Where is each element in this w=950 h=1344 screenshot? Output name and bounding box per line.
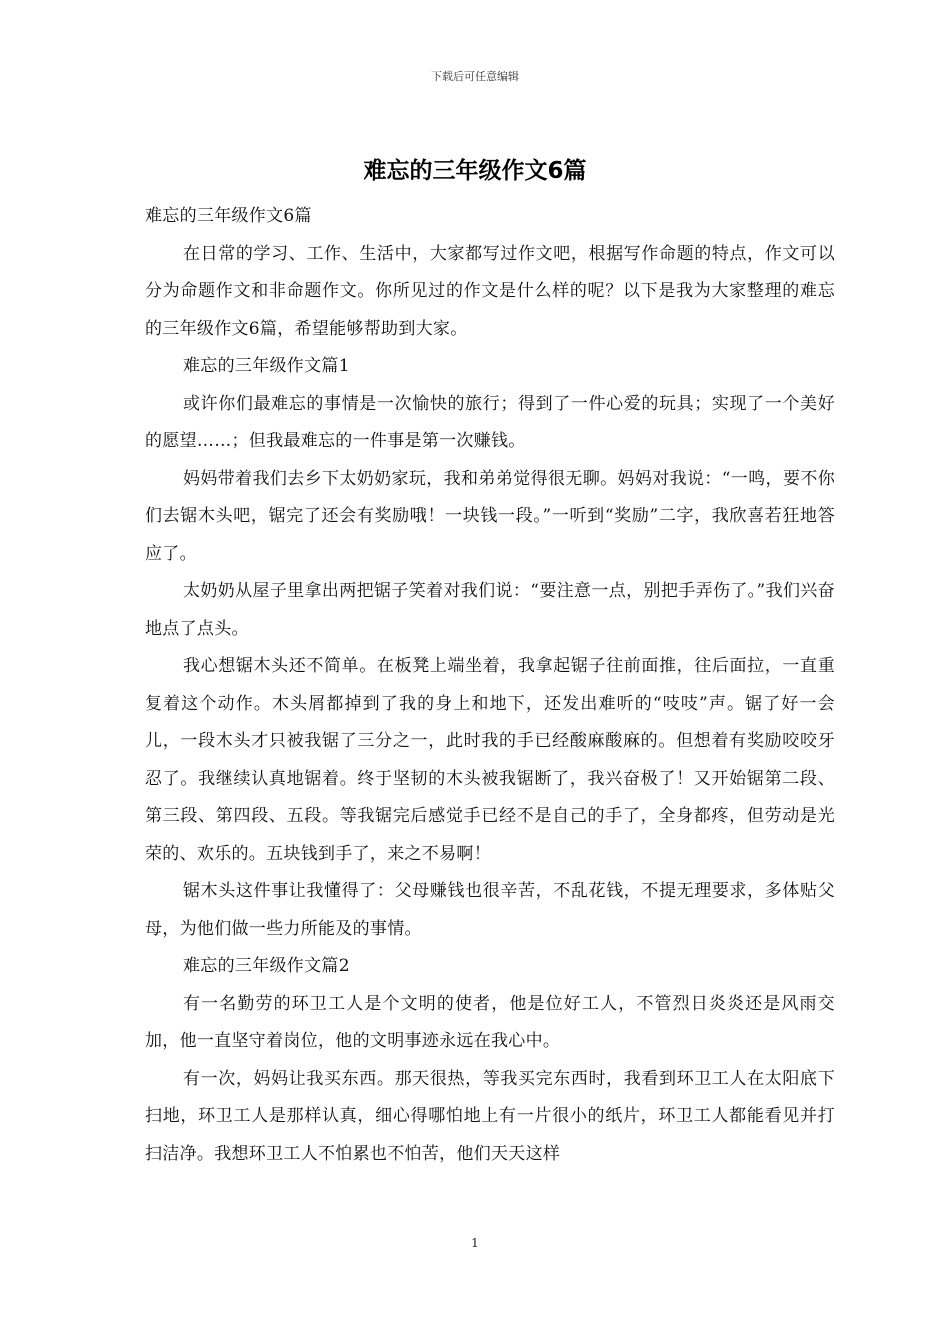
body-paragraph: 我心想锯木头还不简单。在板凳上端坐着，我拿起锯子往前面推，往后面拉，一直重复着这个动作。木头屑都掉到了我的身上和地下，还发出难听的“吱吱”声。锯了好一会儿，一段木头才只被我锯了三分之一，此时我的手已经酸麻酸麻的。但想着有奖励咬咬牙忍了。我继续认真地锯着。终于坚韧的木头被我锯断了，我兴奋极了！又开始锯第二段、第三段、第四段、五段。等我锯完后感觉手已经不是自己的手了，全身都疼，但劳动是光荣的、欢乐的。五块钱到手了，来之不易啊！ — [145, 656, 835, 864]
page-number: 1 — [471, 1236, 479, 1250]
subtitle-paragraph: 难忘的三年级作文6篇 — [145, 206, 312, 226]
body-paragraph: 锯木头这件事让我懂得了：父母赚钱也很辛苦，不乱花钱，不提无理要求，多体贴父母，为他们做一些力所能及的事情。 — [145, 881, 835, 939]
document-body — [145, 198, 835, 1173]
body-paragraph: 或许你们最难忘的事情是一次愉快的旅行；得到了一件心爱的玩具；实现了一个美好的愿望……；但我最难忘的一件事是第一次赚钱。 — [145, 393, 835, 451]
body-paragraph: 有一名勤劳的环卫工人是个文明的使者，他是位好工人，不管烈日炎炎还是风雨交加，他一直坚守着岗位，他的文明事迹永远在我心中。 — [145, 993, 835, 1051]
page-header-note: 下载后可任意编辑 — [431, 70, 519, 83]
document-title: 难忘的三年级作文6篇 — [363, 158, 587, 184]
body-paragraph: 太奶奶从屋子里拿出两把锯子笑着对我们说：“要注意一点，别把手弄伤了。”我们兴奋地点了点头。 — [145, 581, 835, 639]
section-heading-1: 难忘的三年级作文篇1 — [183, 356, 350, 376]
body-paragraph: 妈妈带着我们去乡下太奶奶家玩，我和弟弟觉得很无聊。妈妈对我说：“一鸣，要不你们去锯木头吧，锯完了还会有奖励哦！一块钱一段。”一听到“奖励”二字，我欣喜若狂地答应了。 — [145, 468, 835, 564]
intro-paragraph: 在日常的学习、工作、生活中，大家都写过作文吧，根据写作命题的特点，作文可以分为命题作文和非命题作文。你所见过的作文是什么样的呢？以下是我为大家整理的难忘的三年级作文6篇，希望能够帮助到大家。 — [145, 243, 835, 339]
section-heading-2: 难忘的三年级作文篇2 — [183, 956, 350, 976]
body-paragraph: 有一次，妈妈让我买东西。那天很热，等我买完东西时，我看到环卫工人在太阳底下扫地，环卫工人是那样认真，细心得哪怕地上有一片很小的纸片，环卫工人都能看见并打扫洁净。我想环卫工人不怕累也不怕苦，他们天天这样 — [145, 1068, 835, 1164]
